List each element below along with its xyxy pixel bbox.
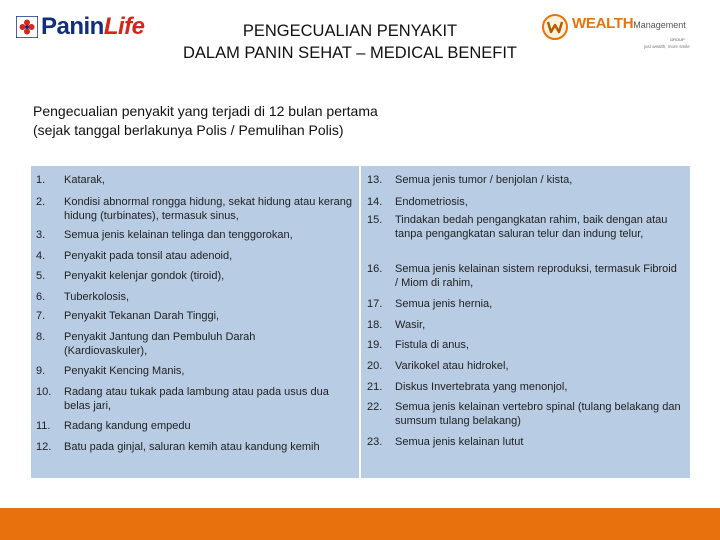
wealth-management-logo: [542, 12, 712, 52]
item-number: 12.: [36, 441, 52, 453]
item-text: Diskus Invertebrata yang menonjol,: [395, 381, 568, 393]
item-text: Varikokel atau hidrokel,: [395, 360, 509, 372]
item-number: 18.: [367, 319, 383, 331]
item-text: Semua jenis tumor / benjolan / kista,: [395, 174, 573, 186]
paninlife-logo-text: PaninLife: [41, 13, 145, 40]
subtitle-line-2: (sejak tanggal berlakunya Polis / Pemulihan Polis): [33, 122, 344, 138]
footer-bar: [0, 508, 720, 540]
item-number: 2.: [36, 196, 46, 208]
item-text: Penyakit pada tonsil atau adenoid,: [64, 250, 233, 262]
item-text: Endometriosis,: [395, 196, 468, 208]
item-number: 20.: [367, 360, 383, 372]
title-line-2: DALAM PANIN SEHAT – MEDICAL BENEFIT: [182, 44, 518, 62]
item-number: 6.: [36, 291, 46, 303]
wealth-management-wordmark: WEALTHManagement: [572, 15, 686, 32]
page-title: [150, 20, 550, 64]
item-text: Kondisi abnormal rongga hidung, sekat hidung atau kerang hidung (turbinates), termasuk sinus,: [64, 196, 353, 222]
item-number: 5.: [36, 270, 46, 282]
subtitle-line-1: Pengecualian penyakit yang terjadi di 12 bulan pertama: [33, 103, 378, 119]
item-text: Semua jenis kelainan vertebro spinal (tulang belakang dan sumsum tulang belakang): [395, 401, 681, 427]
item-number: 10.: [36, 386, 52, 398]
item-number: 16.: [367, 263, 383, 275]
title-line-1: PENGECUALIAN PENYAKIT: [242, 22, 458, 40]
item-number: 23.: [367, 436, 383, 448]
item-text: Radang atau tukak pada lambung atau pada usus dua belas jari,: [64, 386, 329, 412]
item-text: Katarak,: [64, 174, 105, 186]
item-text: Tuberkolosis,: [64, 291, 130, 303]
item-text: Penyakit kelenjar gondok (tiroid),: [64, 270, 225, 282]
item-number: 22.: [367, 401, 383, 413]
item-text: Semua jenis hernia,: [395, 298, 493, 310]
item-number: 21.: [367, 381, 383, 393]
item-text: Batu pada ginjal, saluran kemih atau kandung kemih: [64, 441, 320, 453]
paninlife-logo: [16, 15, 145, 39]
item-number: 8.: [36, 331, 46, 343]
item-text: Fistula di anus,: [395, 339, 469, 351]
item-text: Semua jenis kelainan sistem reproduksi, termasuk Fibroid / Miom di rahim,: [395, 263, 677, 289]
item-number: 15.: [367, 214, 383, 226]
item-number: 17.: [367, 298, 383, 310]
item-text: Penyakit Kencing Manis,: [64, 365, 185, 377]
wealth-management-group: GROUP: [670, 37, 685, 42]
item-text: Penyakit Tekanan Darah Tinggi,: [64, 310, 220, 322]
item-number: 19.: [367, 339, 383, 351]
paninlife-emblem-icon: [16, 16, 38, 38]
item-text: Tindakan bedah pengangkatan rahim, baik dengan atau tanpa pengangkatan saluran telur dan indung telur,: [395, 214, 668, 240]
wealth-management-badge-icon: [542, 14, 568, 40]
item-text: Semua jenis kelainan telinga dan tenggorokan,: [64, 229, 293, 241]
wealth-management-tagline: just wealth, more smile: [644, 44, 690, 49]
item-text: Radang kandung empedu: [64, 420, 191, 432]
item-text: Penyakit Jantung dan Pembuluh Darah (Kardiovaskuler),: [64, 331, 256, 357]
item-text: Semua jenis kelainan lutut: [395, 436, 524, 448]
item-number: 13.: [367, 174, 383, 186]
item-number: 4.: [36, 250, 46, 262]
item-number: 3.: [36, 229, 46, 241]
exclusion-subtitle: [33, 102, 378, 140]
column-divider: [359, 166, 361, 478]
item-number: 9.: [36, 365, 46, 377]
item-number: 14.: [367, 196, 383, 208]
item-number: 11.: [36, 420, 51, 432]
item-number: 1.: [36, 174, 46, 186]
item-number: 7.: [36, 310, 46, 322]
item-text: Wasir,: [395, 319, 426, 331]
